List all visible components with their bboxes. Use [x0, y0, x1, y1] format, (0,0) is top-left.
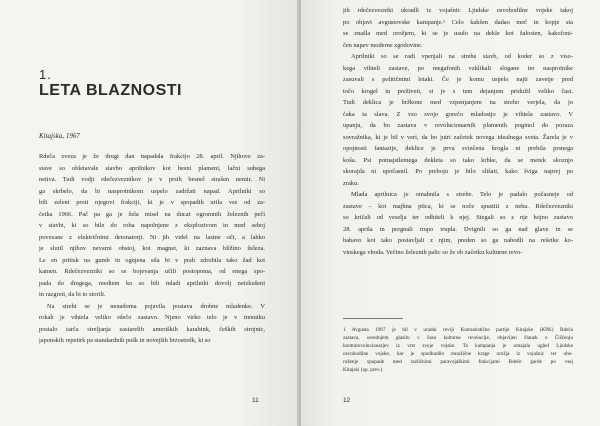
text-line: netiva. Tudi vodji rdečezvezníkov je v prsih besnel strašen nemir. Ni	[39, 176, 265, 183]
text-line: stave so obletavale stavbo aprilnikov kot besni plameni, lačni subega	[39, 164, 265, 172]
text-line: koša. Psi potnajstletnega dekleta so tako krhke, da se metek skoznjo	[343, 156, 573, 164]
text-line: točo krogel in preživeti, si je s tem dejanjem pridužil veliko čast.	[343, 87, 573, 95]
text-line: čen napev moderne zgodovine.	[343, 41, 423, 49]
text-line: vinskega vhoda. Večino železnih palic so že ob začetku kulturne revo-	[343, 248, 523, 256]
text-line: povezane z električnimi detonatorji. Ni jih videl na lastne oči, a lahko	[39, 233, 265, 241]
text-line: kega vihteli zastave, po megafonih vzklikali slogane ter nasprotnike	[343, 64, 573, 72]
text-line: Tudi deklica je bržkone med vzpenjanjem na streho verjela, da jo	[343, 99, 573, 106]
text-line: je slutil njihov nevarni obstoj, kot magnet, ki zaznava bližino železa.	[39, 245, 265, 252]
text-line: postalo tarča streljanja zastarelih ameriških karabink, čeških strojnic,	[39, 325, 265, 333]
text-line: jih rdečezvezniki ukradli iz vojašnic Ljudske osvobodilne vojske takoj	[343, 7, 573, 14]
text-line: zastave – kot majhna ptica, ki se noče spustiti z neba. Rdečezvezniki	[343, 202, 573, 210]
text-line: v stavbi, ki so bile do roba napolnjene z eksplozivom in med seboj	[39, 222, 265, 229]
footnote-line: zastava, osrednjem glasilu v času kulturne revolucije, objavljen članek o Čiščenju	[343, 335, 573, 341]
footnote-line: roženje spopade med različnimi paravojaškimi frakcijami Rdeče garde po vsej	[343, 359, 573, 365]
text-line: po objavi avgustovske kampanje.¹ Celo kakšen dadao meč in kopje sta	[343, 18, 573, 26]
right-body-text	[343, 5, 573, 258]
text-line: Le en pritisk na gumb in ognjena sila bi v prah zdrobila tako žad kot	[39, 256, 265, 264]
text-line: zraku.	[343, 179, 359, 187]
chapter-title: LETA BLAZNOSTI	[39, 82, 182, 99]
footnote	[343, 326, 573, 374]
text-line: ga skrbelo, da bi nasprotnikom uspelo zadržati napad. Aprilniki so	[39, 187, 265, 195]
left-page	[0, 0, 299, 426]
text-line: se znašla med orožjem, ki se je usulo na dekle kot žalosten, kakofoni-	[343, 30, 573, 37]
text-line: čaka ta slava. Z vso svojo gorečo mladostjo je vihtela zastavo. V	[343, 110, 573, 118]
footnote-divider	[343, 318, 403, 319]
left-body-text	[39, 151, 265, 347]
text-line: japonskih repetirk pa standardnih pušk in novejših brzostrelk, ki so	[39, 337, 211, 344]
text-line: opojnosti fantazije, deklice je prva svinčena krogla ni prebila prsnega	[343, 145, 573, 152]
footnote-line: kontrarevolucionarjev iz vrst svoje vojske. Ta kampanja je omajala ugled Ljudske	[343, 343, 573, 349]
footnote-line: 1 Avgusta 1967 je bil v uradni reviji Komunistične partije Kitajske (KPK) Rdeča	[343, 327, 573, 333]
text-line: sovražnika, ki je bil v veri, da bo jutri začetek novega idealnega sveta. Žarela je v	[343, 133, 573, 141]
text-line: 28. aprila in pregnali trupo trupla. Dvignili so ga nad glave in se	[343, 225, 573, 233]
text-line: upanju, da bo zastava v revolucionarnih plamenih poginol do poraza	[343, 122, 573, 129]
text-line: rokah je vihtela veliko rdečo zastavo. Njeno virko telo je v trenutku	[39, 314, 265, 321]
text-line: Na strehi se je nenadoma pojavila postava drobne mladenke. V	[47, 302, 265, 310]
text-line: pada do drugega, medtem ko so bili mladi aprilniki dovolj neizkušeni	[39, 279, 265, 287]
page-number: 11	[252, 397, 259, 404]
page-number: 12	[343, 397, 351, 404]
chapter-number: 1.	[39, 67, 52, 82]
footnote-line: osvobodilne vojske, kar je spodbudilo množične krage orožja iz vojašnic ter obo-	[343, 351, 573, 357]
text-line: četka 1966. Pač pa ga je žela misel na ducat ogromnih železnih peči	[39, 210, 265, 218]
text-line: zasuvali s političnimi letaki. Če je komu uspelo najti zavetje pred	[343, 76, 573, 83]
text-line: Rdeča zveza je že drugi dan napadala frakcijo 28. april. Njihove za-	[39, 153, 265, 160]
text-line: bahavo kot tako postavljali z njim, preden so ga nabodli na rešetke ko-	[343, 237, 573, 244]
source-line: Kitajska, 1967	[39, 132, 80, 140]
text-line: bili zeleni proti njegovi frakciji, ki je v spopadih urila vse od za-	[39, 199, 265, 206]
text-line: kamen. Rdečezvezniki so se bojevanja učili postopoma, od enega spo-	[39, 268, 265, 275]
text-line: so kričali od veselja ter odhiteli k njej. Stegali so z nje hojno zastavo	[343, 214, 573, 221]
text-line: skorajda ni upočasnil. Po preboju je bilo slišati, kako švigа naprej po	[343, 168, 573, 175]
right-page	[301, 0, 600, 426]
text-line: in razgreti, da bi to storili.	[39, 291, 106, 298]
text-line: Aprilniki so se radi vpenjali na strehe stavb, od koder so z viso-	[351, 53, 573, 60]
footnote-line: Kitajski (op. prev.).	[343, 367, 384, 373]
text-line: Mlada aprilnica je omahnila s strehe. Telo je padalo počasneje od	[351, 191, 573, 198]
